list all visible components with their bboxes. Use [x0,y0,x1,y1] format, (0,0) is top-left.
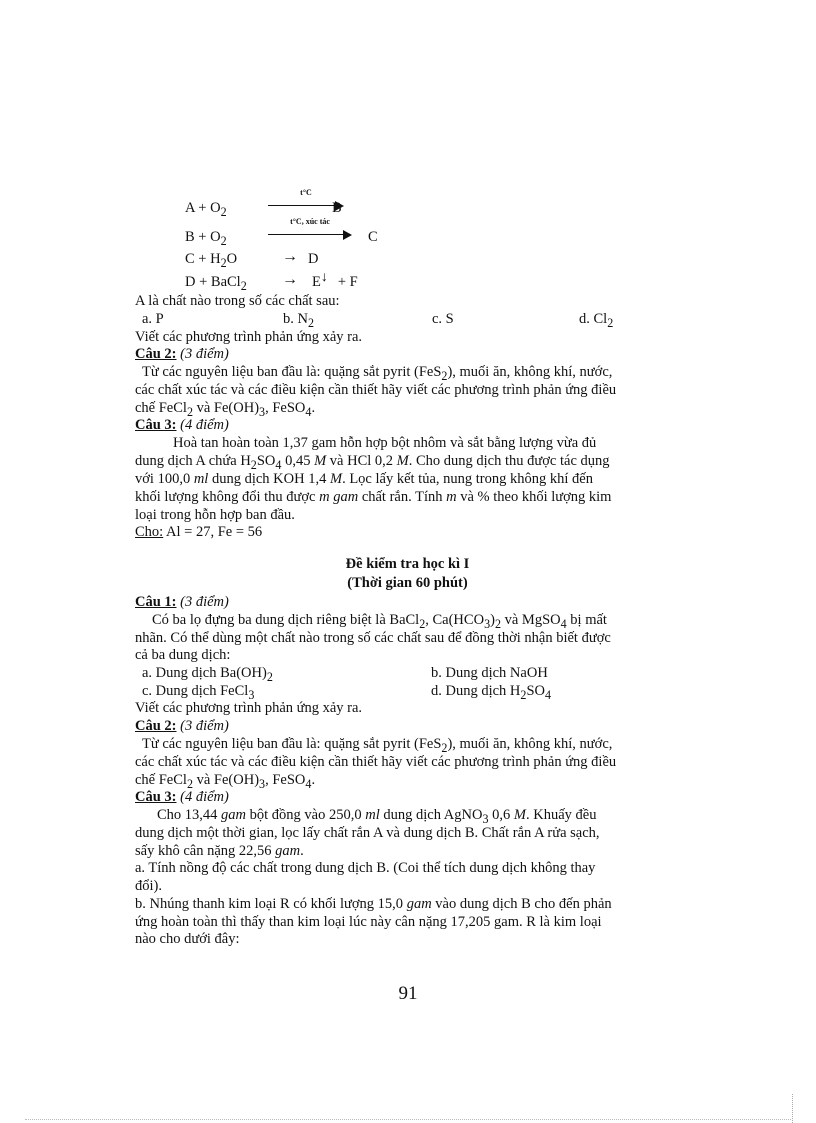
reaction-4-rhs: E↓ + F [312,270,358,290]
question-3-text: với 100,0 ml dung dịch KOH 1,4 M. Lọc lấy kết tủa, nung trong không khí đến [135,471,593,487]
question-1-text: Có ba lọ đựng ba dung dịch riêng biệt là BaCl$_2$, $Ca(HCO_3)_2$ và MgSO$_4$ bị mất [152,612,607,631]
question-2-text: các chất xúc tác và các điều kiện cần thiết hãy viết các phương trình phản ứng điều [135,754,617,770]
question-2-text: các chất xúc tác và các điều kiện cần thiết hãy viết các phương trình phản ứng điều [135,382,617,398]
reaction-2-lhs: $B + O_2$ [185,229,227,248]
right-arrow-icon: → [282,271,298,288]
reaction-4-lhs: D + BaCl$_2$ [185,274,247,293]
reaction-3-rhs: D [308,251,319,267]
question-3-text: dung dịch một thời gian, lọc lấy chất rắn A và dung dịch B. Chất rắn A rửa sạch, [135,825,600,841]
question-2-heading: Câu 2: (3 điểm) [135,718,229,734]
question-3-heading: Câu 3: (4 điểm) [135,789,229,805]
question-3-text: Hoà tan hoàn toàn 1,37 gam hỗn hợp bột nhôm và sắt bằng lượng vừa đủ [173,435,597,451]
question-3-text: dung dịch A chứa $H_2SO_4$ 0,45 M và HCl 0,2 M. Cho dung dịch thu được tác dụng [135,453,610,472]
question-3-text: a. Tính nồng độ các chất trong dung dịch B. (Coi thể tích dung dịch không thay [135,860,596,876]
question-2-text: Từ các nguyên liệu ban đầu là: quặng sắt pyrit (FeS$_2$), muối ăn, không khí, nước, [142,364,613,383]
question-3-text: loại trong hỗn hợp ban đầu. [135,507,295,523]
option-b: b. Dung dịch NaOH [431,665,548,681]
reaction-3-lhs: $C + H_2O$ [185,251,238,270]
question-3-text: nào cho dưới đây: [135,931,240,947]
instruction-text: Viết các phương trình phản ứng xảy ra. [135,700,363,716]
reaction-1-lhs: $A + O_2$ [185,200,227,219]
reaction-1-rhs: B [332,200,342,216]
option-d: d. Dung dịch $H_2SO_4$ [431,683,552,702]
margin-line [792,1094,793,1123]
option-b: b. $N_2$ [283,311,315,330]
option-a: a. Dung dịch $Ba(OH)_2$ [142,665,273,684]
question-2-text: chế FeCl$_2$ và $Fe(OH)_3$, FeSO$_4$. [135,772,316,791]
question-2-text: chế FeCl$_2$ và $Fe(OH)_3$, FeSO$_4$. [135,400,316,419]
question-3-text: Cho 13,44 gam bột đồng vào 250,0 ml dung dịch AgNO$_3$ 0,6 M. Khuấy đều [157,807,597,826]
reaction-arrow: t°C, xúc tác [268,225,352,239]
question-3-text: đổi). [135,878,162,894]
exam-time: (Thời gian 60 phút) [347,575,468,591]
reaction-arrow: t°C [268,196,344,210]
question-3-heading: Câu 3: (4 điểm) [135,417,229,433]
option-c: c. Dung dịch FeCl$_3$ [142,683,255,702]
question-3-text: sấy khô cân nặng 22,56 gam. [135,843,304,859]
down-arrow-icon: ↓ [320,270,328,285]
option-c: c. S [432,311,454,327]
given-data: Cho: Al = 27, Fe = 56 [135,524,263,540]
footer-divider [25,1119,791,1120]
question-3-text: ứng hoàn toàn thì thấy than kim loại lúc này cân nặng 17,205 gam. R là kim loại [135,914,602,930]
page-number: 91 [398,983,418,1004]
question-1-text: cả ba dung dịch: [135,647,231,663]
question-1-heading: Câu 1: (3 điểm) [135,594,229,610]
question-2-heading: Câu 2: (3 điểm) [135,346,229,362]
question-3-text: khối lượng không đổi thu được m gam chất rắn. Tính m và % theo khối lượng kim [135,489,612,505]
instruction-text: Viết các phương trình phản ứng xảy ra. [135,329,363,345]
question-text: A là chất nào trong số các chất sau: [135,293,340,309]
question-1-text: nhãn. Có thể dùng một chất nào trong số các chất sau để đồng thời nhận biết được [135,630,611,646]
question-2-text: Từ các nguyên liệu ban đầu là: quặng sắt pyrit (FeS$_2$), muối ăn, không khí, nước, [142,736,613,755]
option-a: a. P [142,311,164,327]
reaction-2-rhs: C [368,229,378,245]
question-3-text: b. Nhúng thanh kim loại R có khối lượng 15,0 gam vào dung dịch B cho đến phản [135,896,612,912]
exam-title: Đề kiểm tra học kì I [345,556,470,572]
option-d: d. $Cl_2$ [579,311,614,330]
right-arrow-icon: → [282,248,298,265]
